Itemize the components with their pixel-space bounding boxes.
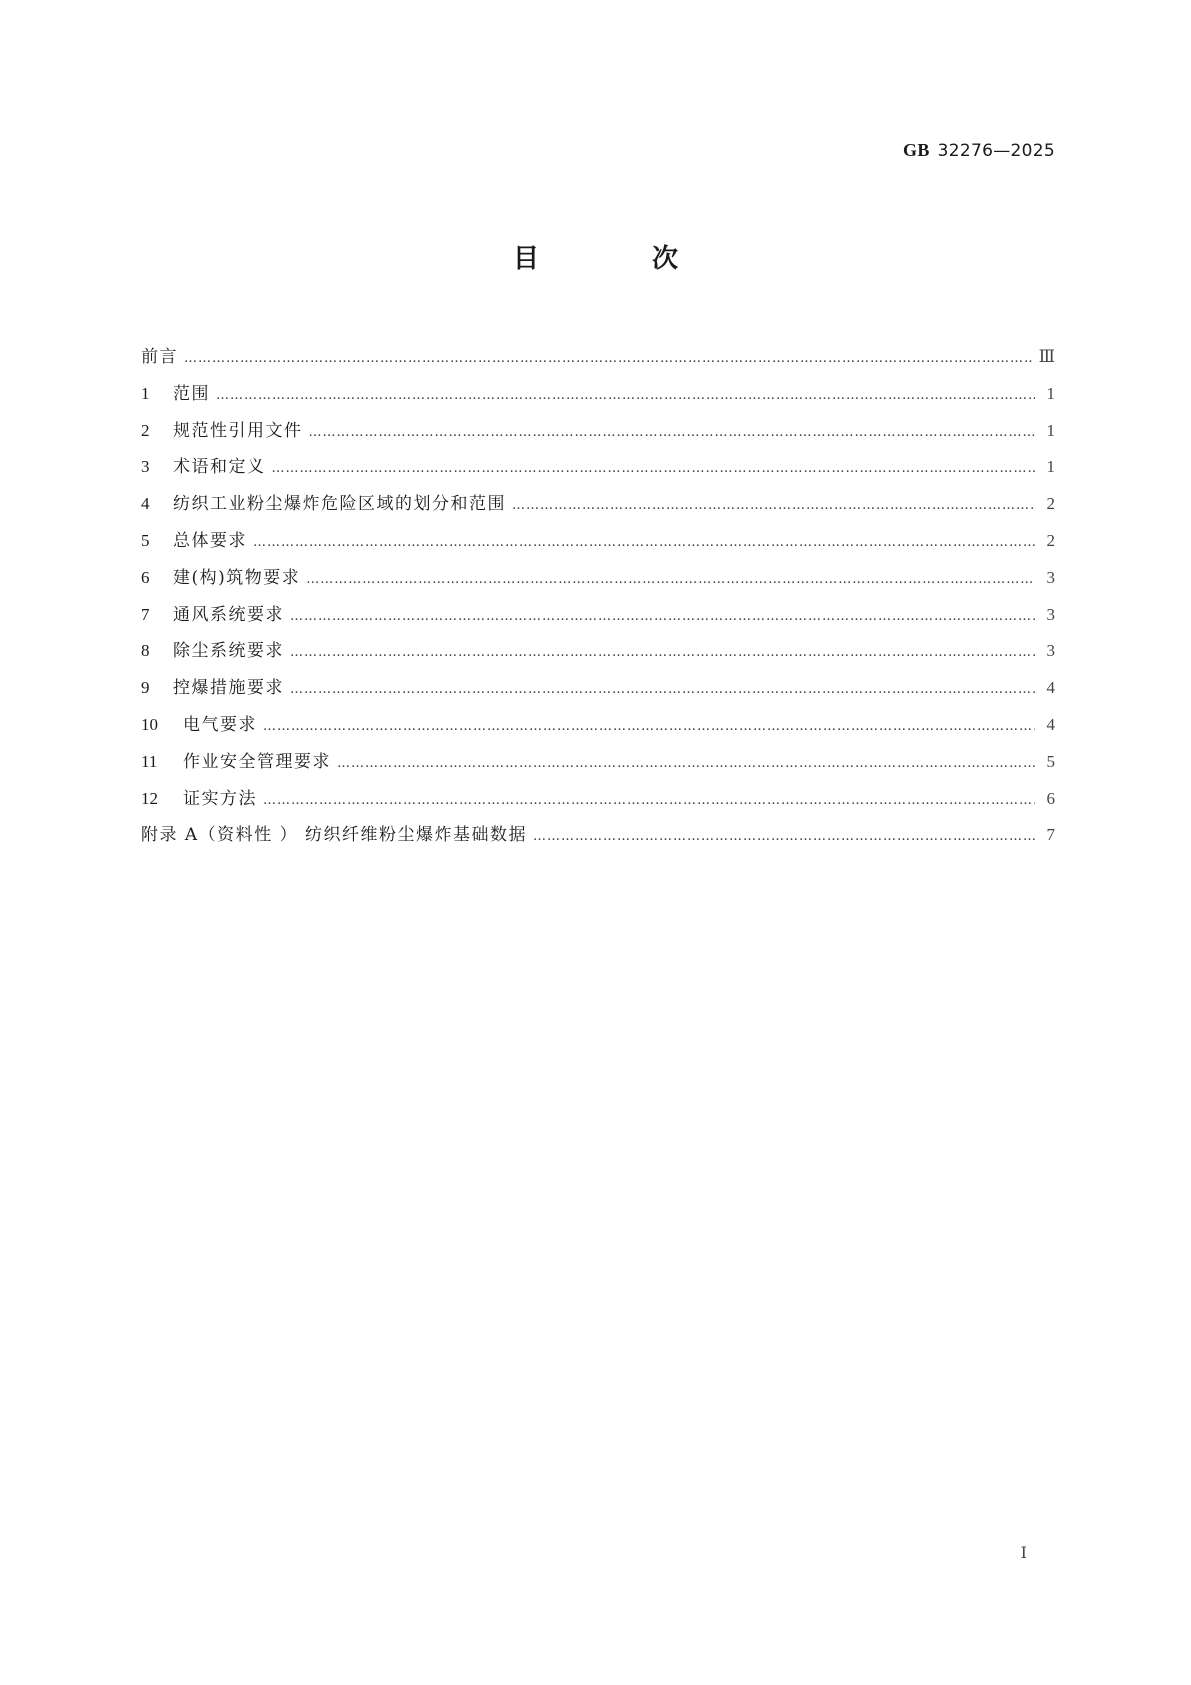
toc-entry-page: 4 <box>1046 678 1055 698</box>
toc-entry-title: 建(构)筑物要求 <box>173 567 301 588</box>
toc-entry-title: 总体要求 <box>173 530 247 551</box>
toc-entry-page: 1 <box>1046 383 1055 403</box>
toc-entry-page: Ⅲ <box>1038 347 1055 366</box>
toc-entry-title: 作业安全管理要求 <box>183 751 331 772</box>
toc-entry-title: 电气要求 <box>183 714 257 735</box>
toc-entry-page: 5 <box>1046 751 1055 771</box>
toc-entry-title: 控爆措施要求 <box>173 678 284 699</box>
toc-entry-page: 2 <box>1046 530 1055 550</box>
toc-entry-electrical[interactable] <box>141 710 1055 747</box>
toc-entry-appendix-a[interactable] <box>141 820 1055 857</box>
toc-entry-scope[interactable] <box>141 379 1055 416</box>
toc-leader-dots <box>309 425 1036 440</box>
toc-entry-page: 6 <box>1046 788 1055 808</box>
toc-leader-dots <box>306 572 1035 587</box>
page-number: Ⅰ <box>1020 1545 1027 1562</box>
toc-entry-page: 7 <box>1046 825 1055 845</box>
toc-leader-dots <box>337 756 1035 771</box>
toc-entry-verification[interactable] <box>141 784 1055 821</box>
toc-entry-number: 11 <box>141 751 158 771</box>
standard-prefix: GB <box>903 140 930 160</box>
toc-entry-title: 附录 A（资料性 ） 纺织纤维粉尘爆炸基础数据 <box>141 825 527 846</box>
toc-entry-page: 1 <box>1046 420 1055 440</box>
toc-leader-dots <box>216 388 1035 403</box>
toc-entry-number: 12 <box>141 788 158 808</box>
toc-leader-dots <box>290 682 1035 697</box>
toc-entry-general-requirements[interactable] <box>141 526 1055 563</box>
toc-entry-number: 1 <box>141 383 150 403</box>
toc-leader-dots <box>512 498 1035 513</box>
toc-entry-safety-management[interactable] <box>141 747 1055 784</box>
toc-entry-number: 6 <box>141 567 150 587</box>
page-title: 目 次 <box>512 244 731 274</box>
toc-entry-title: 前言 <box>141 347 178 367</box>
toc-entry-page: 3 <box>1046 641 1055 661</box>
toc-entry-title: 纺织工业粉尘爆炸危险区域的划分和范围 <box>173 494 506 515</box>
toc-entry-title: 除尘系统要求 <box>173 641 284 662</box>
toc-entry-number: 3 <box>141 457 150 477</box>
toc-entry-page: 3 <box>1046 604 1055 624</box>
toc-entry-number: 7 <box>141 604 150 624</box>
toc-entry-page: 3 <box>1046 567 1055 587</box>
toc-leader-dots <box>272 461 1036 476</box>
toc-entry-buildings[interactable] <box>141 563 1055 600</box>
toc-entry-normative-references[interactable] <box>141 416 1055 453</box>
toc-entry-foreword[interactable] <box>141 342 1055 379</box>
toc-entry-number: 10 <box>141 714 158 734</box>
toc-entry-page: 4 <box>1046 714 1055 734</box>
toc-leader-dots <box>290 609 1035 624</box>
toc-entry-page: 1 <box>1046 457 1055 477</box>
toc-entry-number: 4 <box>141 494 150 514</box>
table-of-contents <box>141 342 1055 857</box>
toc-leader-dots <box>263 719 1035 734</box>
toc-entry-title: 证实方法 <box>183 788 257 809</box>
toc-entry-page: 2 <box>1046 494 1055 514</box>
toc-leader-dots <box>263 793 1035 808</box>
toc-entry-number: 2 <box>141 420 150 440</box>
toc-entry-number: 5 <box>141 530 150 550</box>
standard-code <box>903 140 1055 161</box>
toc-entry-title: 术语和定义 <box>173 457 266 478</box>
toc-entry-terms-definitions[interactable] <box>141 452 1055 489</box>
toc-leader-dots <box>290 645 1035 660</box>
toc-entry-ventilation[interactable] <box>141 600 1055 637</box>
toc-entry-number: 9 <box>141 678 150 698</box>
toc-entry-explosion-control[interactable] <box>141 673 1055 710</box>
toc-leader-dots <box>253 535 1035 550</box>
toc-leader-dots <box>533 829 1035 844</box>
toc-entry-title: 范围 <box>173 383 210 404</box>
toc-entry-dust-removal[interactable] <box>141 636 1055 673</box>
toc-entry-number: 8 <box>141 641 150 661</box>
toc-entry-title: 规范性引用文件 <box>173 420 303 441</box>
toc-leader-dots <box>184 351 1033 366</box>
standard-number: 32276—2025 <box>937 141 1055 161</box>
toc-entry-title: 通风系统要求 <box>173 604 284 625</box>
toc-entry-hazard-zones[interactable] <box>141 489 1055 526</box>
